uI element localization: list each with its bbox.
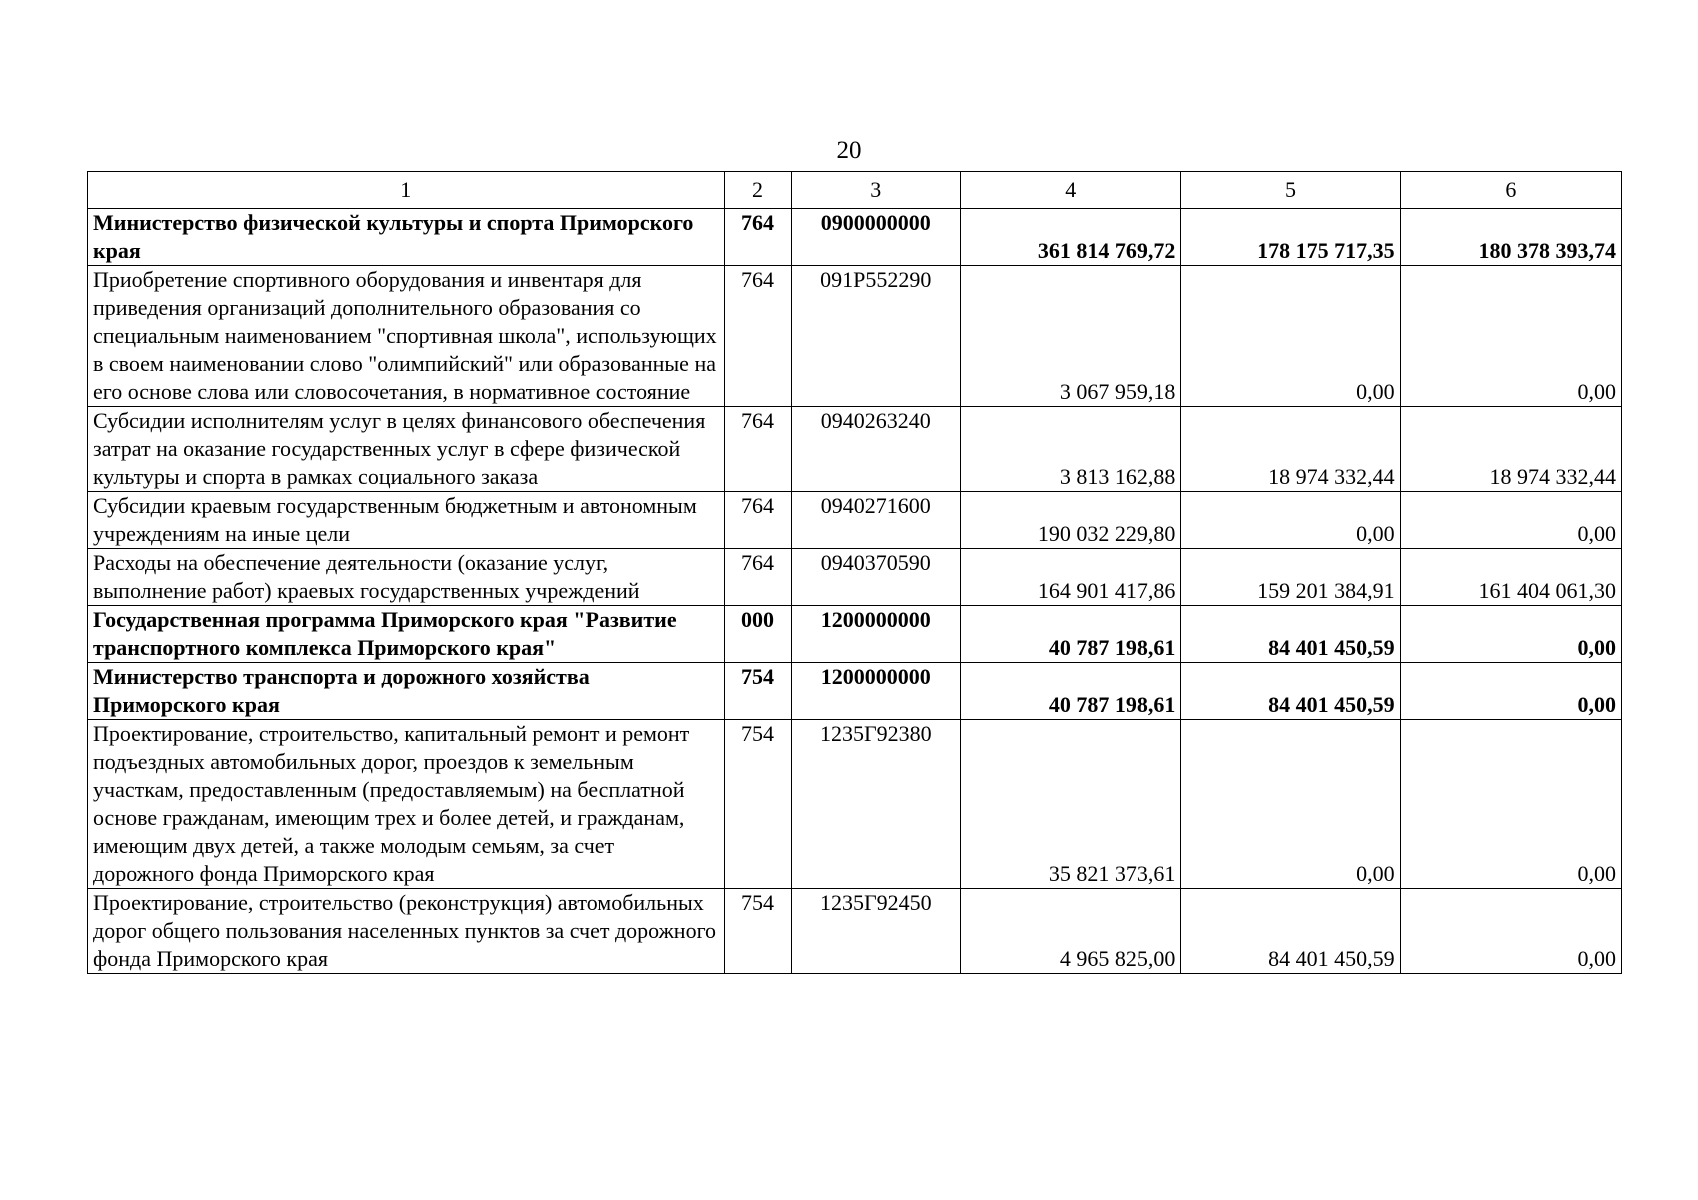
- row-value-col6: 180 378 393,74: [1400, 209, 1621, 266]
- table-row: [88, 209, 1622, 266]
- row-code: 000: [724, 606, 791, 663]
- row-code: 754: [724, 889, 791, 974]
- row-value-col4: 3 067 959,18: [961, 266, 1181, 407]
- budget-table: [87, 171, 1622, 974]
- row-value-col6: 161 404 061,30: [1400, 549, 1621, 606]
- row-value-col5: 178 175 717,35: [1181, 209, 1400, 266]
- row-name: Субсидии исполнителям услуг в целях финансового обеспечения затрат на оказание государственных услуг в сфере физической культуры и спорта в рамках социального заказа: [88, 407, 725, 492]
- row-name: Государственная программа Приморского края "Развитие транспортного комплекса Приморского края": [88, 606, 725, 663]
- row-value-col5: 84 401 450,59: [1181, 606, 1400, 663]
- table-row: [88, 606, 1622, 663]
- row-value-col5: 84 401 450,59: [1181, 889, 1400, 974]
- header-col-5: 5: [1181, 172, 1400, 209]
- row-code: 764: [724, 209, 791, 266]
- header-col-2: 2: [724, 172, 791, 209]
- row-value-col6: 0,00: [1400, 720, 1621, 889]
- row-value-col6: 0,00: [1400, 266, 1621, 407]
- header-col-6: 6: [1400, 172, 1621, 209]
- row-value-col6: 0,00: [1400, 606, 1621, 663]
- row-name: Проектирование, строительство (реконструкция) автомобильных дорог общего пользования населенных пунктов за счет дорожного фонда Приморского края: [88, 889, 725, 974]
- row-code: 764: [724, 266, 791, 407]
- table-row: [88, 266, 1622, 407]
- header-col-1: 1: [88, 172, 725, 209]
- row-value-col4: 164 901 417,86: [961, 549, 1181, 606]
- header-row: [88, 172, 1622, 209]
- row-name: Субсидии краевым государственным бюджетным и автономным учреждениям на иные цели: [88, 492, 725, 549]
- row-value-col6: 0,00: [1400, 663, 1621, 720]
- row-value-col4: 40 787 198,61: [961, 606, 1181, 663]
- row-value-col4: 361 814 769,72: [961, 209, 1181, 266]
- row-target-code: 1235Г92450: [791, 889, 961, 974]
- row-value-col5: 0,00: [1181, 492, 1400, 549]
- row-name: Расходы на обеспечение деятельности (оказание услуг, выполнение работ) краевых государственных учреждений: [88, 549, 725, 606]
- row-target-code: 1200000000: [791, 606, 961, 663]
- table-row: [88, 889, 1622, 974]
- row-target-code: 0900000000: [791, 209, 961, 266]
- row-target-code: 1200000000: [791, 663, 961, 720]
- row-value-col4: 4 965 825,00: [961, 889, 1181, 974]
- table-row: [88, 492, 1622, 549]
- table-row: [88, 663, 1622, 720]
- row-value-col5: 84 401 450,59: [1181, 663, 1400, 720]
- row-target-code: 091P552290: [791, 266, 961, 407]
- row-value-col6: 18 974 332,44: [1400, 407, 1621, 492]
- row-target-code: 0940271600: [791, 492, 961, 549]
- row-value-col5: 0,00: [1181, 266, 1400, 407]
- table-body: [88, 209, 1622, 974]
- page-number: 20: [836, 137, 862, 164]
- row-value-col4: 3 813 162,88: [961, 407, 1181, 492]
- row-value-col4: 190 032 229,80: [961, 492, 1181, 549]
- row-value-col5: 18 974 332,44: [1181, 407, 1400, 492]
- row-code: 764: [724, 407, 791, 492]
- row-value-col5: 159 201 384,91: [1181, 549, 1400, 606]
- row-name: Проектирование, строительство, капитальный ремонт и ремонт подъездных автомобильных дорог, проездов к земельным участкам, предоставленным (предоставляемым) на бесплатной основе гражданам, имеющим трех и более детей, и гражданам, имеющим двух детей, а также молодым семьям, за счет дорожного фонда Приморского края: [88, 720, 725, 889]
- row-value-col4: 40 787 198,61: [961, 663, 1181, 720]
- table-row: [88, 720, 1622, 889]
- row-value-col4: 35 821 373,61: [961, 720, 1181, 889]
- row-code: 764: [724, 492, 791, 549]
- row-name: Приобретение спортивного оборудования и инвентаря для приведения организаций дополнительного образования со специальным наименованием "спортивная школа", использующих в своем наименовании слово "олимпийский" или образованные на его основе слова или словосочетания, в нормативное состояние: [88, 266, 725, 407]
- header-col-4: 4: [961, 172, 1181, 209]
- row-target-code: 1235Г92380: [791, 720, 961, 889]
- row-value-col6: 0,00: [1400, 492, 1621, 549]
- table-row: [88, 407, 1622, 492]
- row-name: Министерство физической культуры и спорта Приморского края: [88, 209, 725, 266]
- row-target-code: 0940263240: [791, 407, 961, 492]
- row-value-col6: 0,00: [1400, 889, 1621, 974]
- row-name: Министерство транспорта и дорожного хозяйства Приморского края: [88, 663, 725, 720]
- header-col-3: 3: [791, 172, 961, 209]
- table-row: [88, 549, 1622, 606]
- row-value-col5: 0,00: [1181, 720, 1400, 889]
- row-code: 754: [724, 720, 791, 889]
- row-target-code: 0940370590: [791, 549, 961, 606]
- row-code: 764: [724, 549, 791, 606]
- row-code: 754: [724, 663, 791, 720]
